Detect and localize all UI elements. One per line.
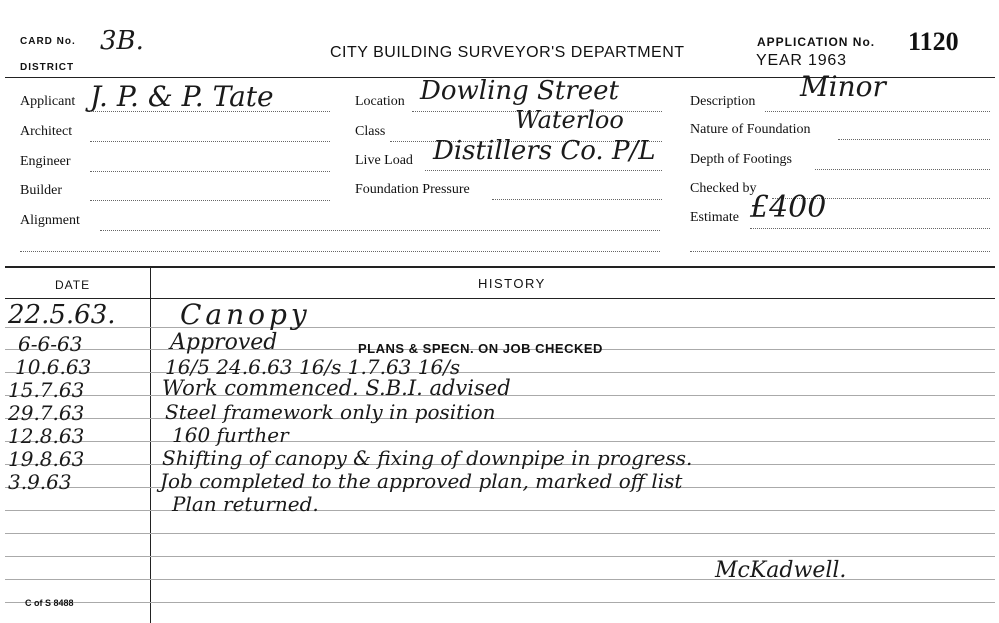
form-code: C of S 8488: [25, 598, 74, 608]
history-entry: Plan returned.: [172, 492, 319, 516]
signature: McKadwell.: [715, 558, 847, 583]
alignment-label: Alignment: [20, 213, 80, 228]
engineer-label: Engineer: [20, 154, 71, 169]
district-label: DISTRICT: [20, 62, 75, 73]
history-date: 15.7.63: [8, 378, 85, 402]
builder-label: Builder: [20, 183, 62, 198]
history-date: 3.9.63: [8, 470, 72, 494]
history-entry: Work commenced. S.B.I. advised: [162, 376, 511, 400]
date-header: DATE: [55, 278, 91, 292]
location-value-2: Waterloo: [515, 106, 624, 134]
history-date: 10.6.63: [15, 355, 92, 379]
estimate-label: Estimate: [690, 210, 739, 225]
history-date: 19.8.63: [8, 447, 85, 471]
class-label: Class: [355, 124, 386, 139]
foundation-pressure-label: Foundation Pressure: [355, 182, 470, 197]
estimate-value: £400: [750, 190, 827, 225]
card-no-value: 3B.: [100, 26, 144, 56]
card-no-label: CARD No.: [20, 36, 76, 47]
checked-by-label: Checked by: [690, 181, 757, 196]
history-date: 6-6-63: [18, 332, 83, 356]
table-top-border: [5, 266, 995, 268]
history-entry: Steel framework only in position: [165, 400, 496, 424]
history-header: HISTORY: [478, 276, 546, 291]
history-entry: 160 further: [172, 423, 289, 447]
architect-label: Architect: [20, 124, 73, 139]
application-label: APPLICATION No.: [757, 35, 876, 49]
history-date: 12.8.63: [8, 424, 85, 448]
depth-of-footings-label: Depth of Footings: [690, 152, 792, 167]
year-label: YEAR 1963: [756, 52, 847, 69]
location-value: Dowling Street: [420, 76, 619, 106]
nature-of-foundation-label: Nature of Foundation: [690, 122, 811, 137]
description-label: Description: [690, 94, 756, 109]
history-date: 29.7.63: [8, 401, 85, 425]
date-column-divider: [150, 267, 151, 623]
history-entry: Canopy: [180, 298, 311, 331]
header-row-border: [5, 298, 995, 299]
applicant-value: J. P. & P. Tate: [90, 80, 274, 113]
applicant-label: Applicant: [20, 94, 76, 109]
history-entry: 16/5 24.6.63 16/s 1.7.63 16/s: [165, 355, 461, 379]
history-entry: Shifting of canopy & fixing of downpipe in progress.: [162, 446, 693, 470]
live-load-value: Distillers Co. P/L: [433, 136, 656, 166]
history-entry: Approved: [170, 330, 278, 355]
description-value: Minor: [800, 70, 886, 103]
history-entry: Job completed to the approved plan, marked off list: [160, 469, 683, 493]
approval-stamp: PLANS & SPECN. ON JOB CHECKED: [358, 341, 603, 356]
live-load-label: Live Load: [355, 153, 413, 168]
application-number: 1120: [908, 27, 959, 56]
location-label: Location: [355, 94, 405, 109]
history-date: 22.5.63.: [8, 300, 116, 330]
department-title: CITY BUILDING SURVEYOR'S DEPARTMENT: [330, 44, 685, 61]
